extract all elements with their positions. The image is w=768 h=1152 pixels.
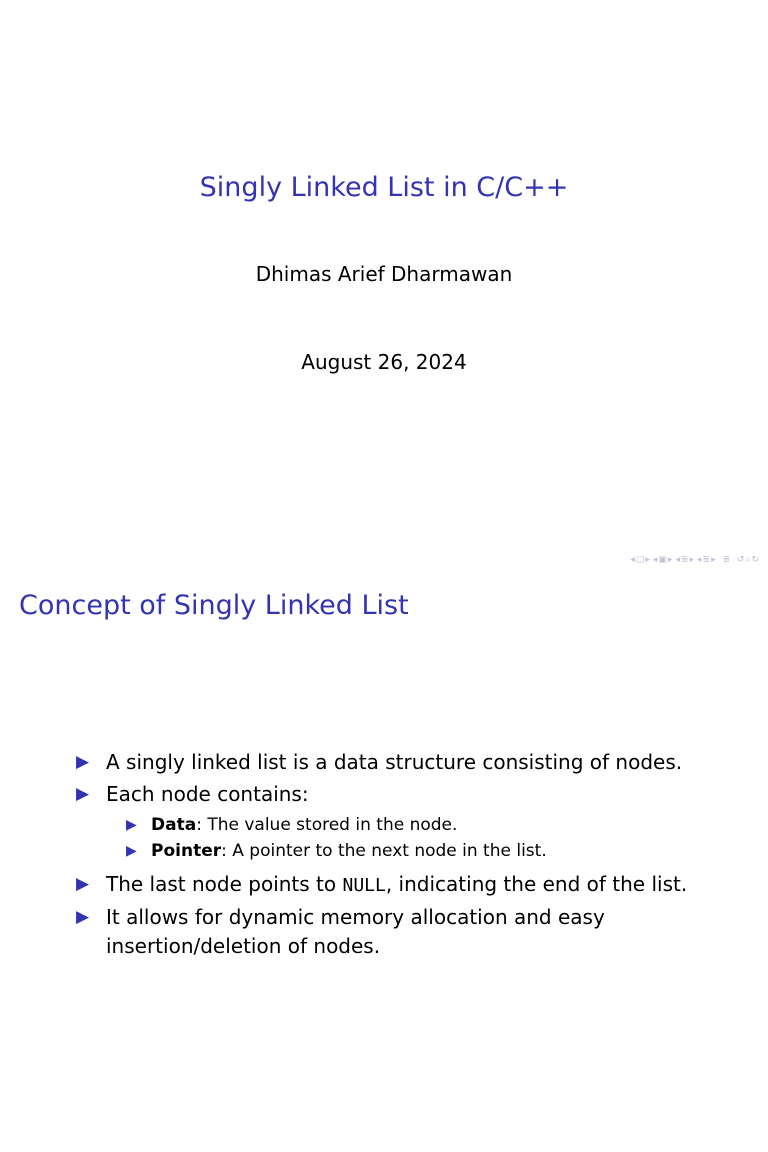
triangle-bullet-icon: ▶ bbox=[76, 907, 90, 927]
bullet-text-part: The last node points to bbox=[106, 872, 343, 896]
bullet-text-part: , indicating the end of the list. bbox=[385, 872, 688, 896]
subsection-icon[interactable]: ◂≣▸ bbox=[697, 555, 717, 565]
triangle-bullet-icon: ▶ bbox=[76, 752, 90, 772]
list-item bbox=[76, 780, 736, 809]
bullet-text: A singly linked list is a data structure consisting of nodes. bbox=[106, 750, 683, 774]
triangle-bullet-icon: ▶ bbox=[126, 843, 137, 859]
code-null: NULL bbox=[342, 875, 386, 896]
triangle-bullet-icon: ▶ bbox=[126, 817, 137, 833]
presentation-date: August 26, 2024 bbox=[301, 350, 467, 374]
list-item bbox=[76, 903, 736, 961]
list-item bbox=[76, 748, 736, 777]
content-slide bbox=[0, 576, 768, 1152]
list-icon[interactable]: ≣ bbox=[718, 555, 735, 565]
list-item bbox=[76, 870, 736, 900]
frame-title: Concept of Singly Linked List bbox=[19, 590, 409, 621]
sub-bold-term: Data bbox=[151, 815, 197, 835]
sub-list-item bbox=[126, 838, 736, 864]
sub-list-item bbox=[126, 812, 736, 838]
presentation-title: Singly Linked List in C/C++ bbox=[199, 172, 569, 203]
author-name: Dhimas Arief Dharmawan bbox=[255, 262, 513, 286]
sub-bullet-text bbox=[151, 838, 547, 864]
section-icon[interactable]: ◂≣▸ bbox=[675, 555, 696, 565]
bullet-text bbox=[106, 870, 687, 900]
triangle-bullet-icon: ▶ bbox=[76, 874, 90, 894]
navigation-bar bbox=[630, 555, 760, 565]
frame-icon[interactable]: ◂▣▸ bbox=[652, 555, 674, 565]
sub-bullet-text bbox=[151, 812, 457, 838]
bullet-list bbox=[76, 748, 736, 964]
sub-bullet-desc: : A pointer to the next node in the list. bbox=[221, 841, 547, 861]
search-icon[interactable]: ↺⌕↻ bbox=[736, 555, 760, 565]
bullet-text: Each node contains: bbox=[106, 782, 309, 806]
sub-bullet-desc: : The value stored in the node. bbox=[196, 815, 458, 835]
sub-bold-term: Pointer bbox=[151, 841, 222, 861]
bullet-text: It allows for dynamic memory allocation and easy insertion/deletion of nodes. bbox=[106, 905, 605, 958]
triangle-bullet-icon: ▶ bbox=[76, 784, 90, 804]
nav-prev-icon[interactable]: ◂□▸ bbox=[630, 555, 651, 565]
